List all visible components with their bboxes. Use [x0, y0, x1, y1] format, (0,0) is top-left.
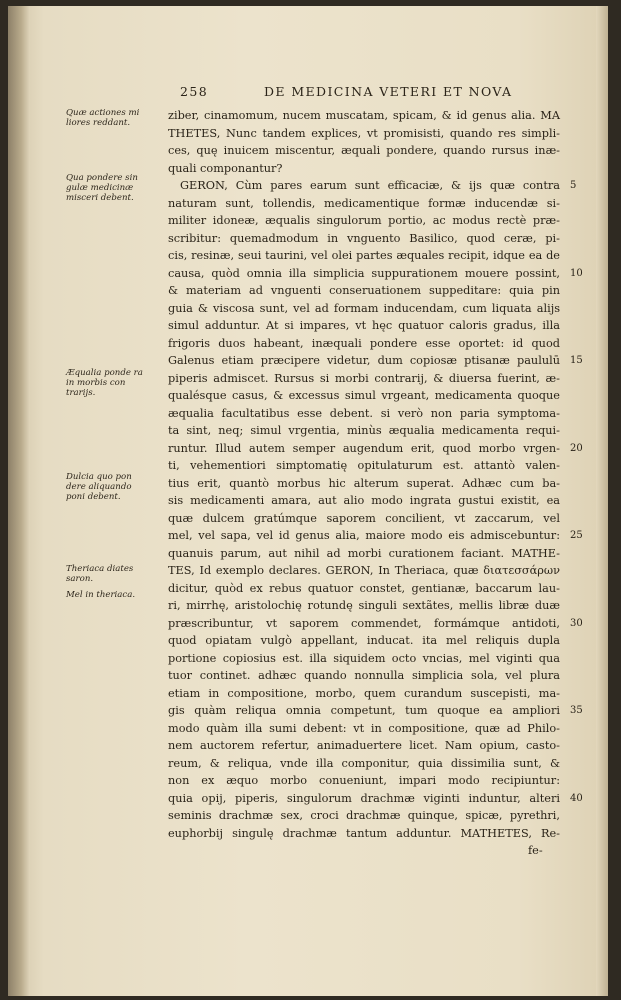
text-line: tius erit, quantò morbus hic alterum superat. Adhæc cum ba-	[168, 476, 560, 490]
text-line: guia & viscosa sunt, vel ad formam inducendam, cum liquata alijs	[168, 301, 560, 315]
text-line: tuor continet. adhæc quando nonnulla simplicia sola, vel plura	[168, 669, 560, 682]
text-line: mel, vel sapa, vel id genus alia, maiore modo eis admiscebuntur: 25	[168, 527, 578, 545]
page-gutter-shadow	[8, 6, 30, 996]
text-line: euphorbij singulę drachmæ tantum adduntur. MATHETES, Re-	[168, 826, 560, 840]
text-line: ti, vehementiori simptomatię opitulaturum est. attantò valen-	[168, 459, 560, 472]
line-number: 40	[570, 792, 583, 804]
text-line: sis medicamenti amara, aut alio modo ingrata gustui existit, ea	[168, 494, 560, 507]
text-line: piperis admiscet. Rursus si morbi contrarij, & diuersa fuerint, æ-	[168, 371, 560, 385]
margin-note: Quæ actiones mi liores reddant.	[66, 108, 140, 129]
text-line: quia opij, piperis, singulorum drachmæ viginti induntur, alteri 40	[168, 790, 578, 808]
margin-note: Æqualia ponde ra in morbis con trarijs.	[66, 368, 143, 399]
text-line: THETES, Nunc tandem explices, vt promisisti, quando res simpli-	[168, 126, 560, 140]
text-line: reum, & reliqua, vnde illa componitur, quia dissimilia sunt, &	[168, 756, 560, 770]
text-line: quæ dulcem gratúmque saporem concilient, vt zaccarum, vel	[168, 511, 560, 525]
page-number: 258	[180, 84, 209, 99]
text-line: gis quàm reliqua omnia competunt, tum quoque ea ampliori 35	[168, 702, 578, 720]
text-line: ri, mirrhę, aristolochię rotundę singuli sextãtes, mellis libræ duæ	[168, 599, 560, 612]
line-number: 15	[570, 355, 583, 366]
text-line: GERON, Cùm pares earum sunt efficaciæ, & ijs quæ contra 5	[168, 177, 578, 195]
line-number: 30	[570, 617, 583, 629]
text-line: quali componantur?	[168, 161, 283, 175]
text-line: portione copiosius est. illa siquidem octo vncias, mel viginti qua	[168, 651, 560, 665]
text-line: ces, quę inuicem miscentur, æquali pondere, quando rursus inæ-	[168, 144, 560, 157]
text-line: quod opiatam vulgò appellant, inducat. ita mel reliquis dupla	[168, 634, 560, 647]
text-line: militer idoneæ, æqualis singulorum portio, ac modus rectè præ-	[168, 214, 560, 227]
line-number: 10	[570, 267, 583, 279]
margin-note: Theriaca diates saron.	[66, 564, 134, 585]
line-number: 20	[570, 442, 583, 454]
page-header	[168, 84, 568, 102]
running-head: DE MEDICINA VETERI ET NOVA	[264, 84, 513, 99]
text-line: etiam in compositione, morbo, quem curandum suscepisti, ma-	[168, 686, 560, 700]
text-line: ziber, cinamomum, nucem muscatam, spicam, & id genus alia. MA	[168, 109, 560, 122]
margin-note: Mel in theriaca.	[66, 590, 136, 600]
text-line: runtur. Illud autem semper augendum erit, quod morbo vrgen- 20	[168, 440, 578, 458]
text-line: præscribuntur, vt saporem commendet, formámque antidoti, 30	[168, 615, 578, 633]
text-line: ta sint, neq; simul vrgentia, minùs æqualia medicamenta requi-	[168, 424, 560, 437]
book-page	[8, 6, 608, 996]
margin-note: Qua pondere sin gulæ medicinæ misceri debent.	[66, 173, 138, 204]
text-line: cis, resinæ, seui taurini, vel olei partes æquales recipit, idque ea de	[168, 249, 560, 262]
text-line: causa, quòd omnia illa simplicia suppurationem mouere possint, 10	[168, 265, 578, 283]
catchword: fe-	[528, 844, 543, 857]
line-number: 35	[570, 705, 583, 716]
text-line: scribitur: quemadmodum in vnguento Basilico, quod ceræ, pi-	[168, 231, 560, 245]
body-text	[168, 107, 583, 860]
margin-note: Dulcia quo pon dere aliquando poni debent.	[66, 472, 132, 503]
text-line: seminis drachmæ sex, croci drachmæ quinque, spicæ, pyrethri,	[168, 809, 560, 822]
text-line: quanuis parum, aut nihil ad morbi curationem faciant. MATHE-	[168, 546, 560, 560]
text-line: dicitur, quòd ex rebus quatuor constet, gentianæ, baccarum lau-	[168, 581, 560, 595]
text-line: frigoris duos habeant, inæquali pondere esse oportet: id quod	[168, 336, 560, 350]
text-line: nem auctorem refertur, animaduertere licet. Nam opium, casto-	[168, 739, 560, 752]
text-line: & materiam ad vnguenti conseruationem suppeditare: quia pin	[168, 284, 560, 297]
text-line: TES, Id exemplo declares. GERON, In Theriaca, quæ διατεσσάρων	[168, 564, 560, 577]
line-number: 5	[570, 180, 577, 191]
line-number: 25	[570, 530, 583, 541]
text-line: modo quàm illa sumi debent: vt in compositione, quæ ad Philo-	[168, 721, 560, 735]
text-line: Galenus etiam præcipere videtur, dum copiosæ ptisanæ paululū 15	[168, 352, 578, 370]
text-line: qualésque casus, & excessus simul vrgeant, medicamenta quoque	[168, 389, 560, 402]
text-line: non ex æquo morbo conueniunt, impari modo recipiuntur:	[168, 774, 560, 787]
text-line: naturam sunt, tollendis, medicamentique formæ inducendæ si-	[168, 196, 560, 210]
page-edge	[596, 6, 608, 996]
text-line: simul adduntur. At si impares, vt hęc quatuor caloris gradus, illa	[168, 319, 560, 332]
text-line: æqualia facultatibus esse debent. si verò non paria symptoma-	[168, 406, 560, 420]
